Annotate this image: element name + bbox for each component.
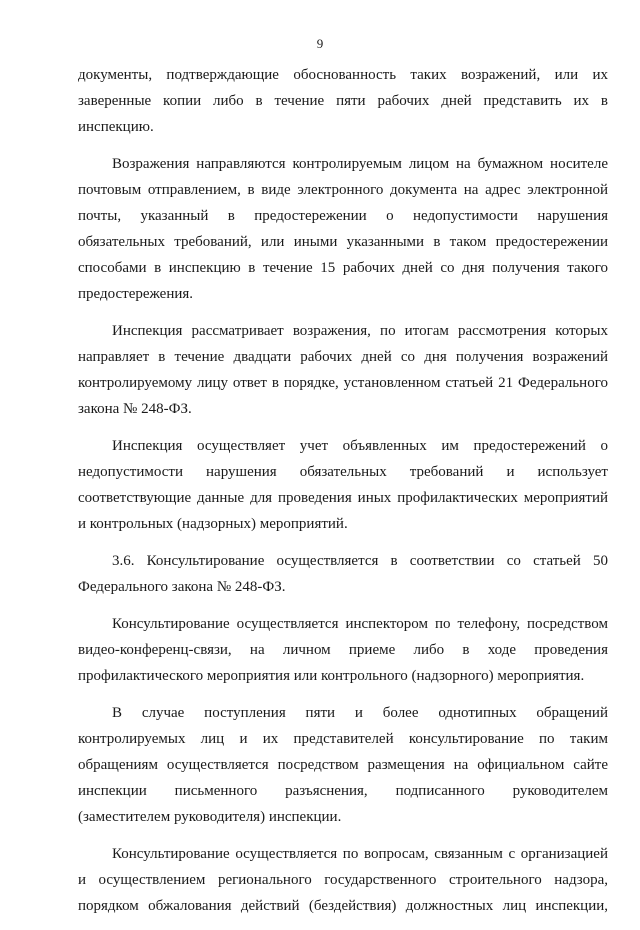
text-line: В случае поступления пяти и более однотипных обращений	[112, 705, 608, 721]
text-line: заверенные копии либо в течение пяти рабочих дней представить их в	[78, 93, 608, 109]
text-line: почтовым отправлением, в виде электронного документа на адрес электронной	[78, 182, 608, 198]
text-line: Федерального закона № 248-ФЗ.	[78, 579, 286, 595]
text-line: Инспекция рассматривает возражения, по итогам рассмотрения которых	[112, 323, 608, 339]
text-line: Инспекция осуществляет учет объявленных им предостережений о	[112, 438, 608, 454]
text-line: предостережения.	[78, 286, 194, 302]
text-line: обязательных требований, или иными указанными в таком предостережении	[78, 234, 608, 250]
paragraph-review	[78, 318, 608, 422]
text-line: и осуществлением регионального государственного строительного надзора,	[78, 872, 608, 888]
text-line: обращениям осуществляется посредством размещения на официальном сайте	[78, 757, 608, 773]
paragraph-section-3-6	[78, 548, 608, 600]
text-line: способами в инспекцию в течение 15 рабочих дней со дня получения такого	[78, 260, 608, 276]
paragraph-similar-requests	[78, 700, 608, 830]
paragraph-objections	[78, 151, 608, 307]
text-line: 3.6. Консультирование осуществляется в соответствии со статьей 50	[112, 553, 608, 569]
text-line: почты, указанный в предостережении о недопустимости нарушения	[78, 208, 608, 224]
text-line: Консультирование осуществляется по вопросам, связанным с организацией	[112, 846, 608, 862]
text-line: порядком обжалования действий (бездействия) должностных лиц инспекции,	[78, 898, 608, 914]
text-line: видео-конференц-связи, на личном приеме либо в ходе проведения	[78, 642, 608, 658]
text-line: недопустимости нарушения обязательных требований и использует	[78, 464, 608, 480]
text-line: Консультирование осуществляется инспектором по телефону, посредством	[112, 616, 608, 632]
text-line: контролируемых лиц и их представителей консультирование по таким	[78, 731, 608, 747]
text-line: закона № 248-ФЗ.	[78, 401, 192, 417]
paragraph-consulting-topics	[78, 841, 608, 919]
text-line: профилактического мероприятия или контрольного (надзорного) мероприятия.	[78, 668, 585, 684]
paragraph-accounting	[78, 433, 608, 537]
text-line: Возражения направляются контролируемым лицом на бумажном носителе	[112, 156, 608, 172]
paragraph-consulting-methods	[78, 611, 608, 689]
page-number: 9	[316, 36, 324, 51]
paragraph-continuation	[78, 62, 608, 140]
document-body	[78, 62, 608, 930]
text-line: соответствующие данные для проведения иных профилактических мероприятий	[78, 490, 608, 506]
text-line: инспекции письменного разъяснения, подписанного руководителем	[78, 783, 608, 799]
text-line: и контрольных (надзорных) мероприятий.	[78, 516, 348, 532]
text-line: контролируемому лицу ответ в порядке, установленном статьей 21 Федерального	[78, 375, 608, 391]
text-line: направляет в течение двадцати рабочих дней со дня получения возражений	[78, 349, 608, 365]
text-line: (заместителем руководителя) инспекции.	[78, 809, 342, 825]
text-line: документы, подтверждающие обоснованность таких возражений, или их	[78, 67, 608, 83]
text-line: инспекцию.	[78, 119, 154, 135]
